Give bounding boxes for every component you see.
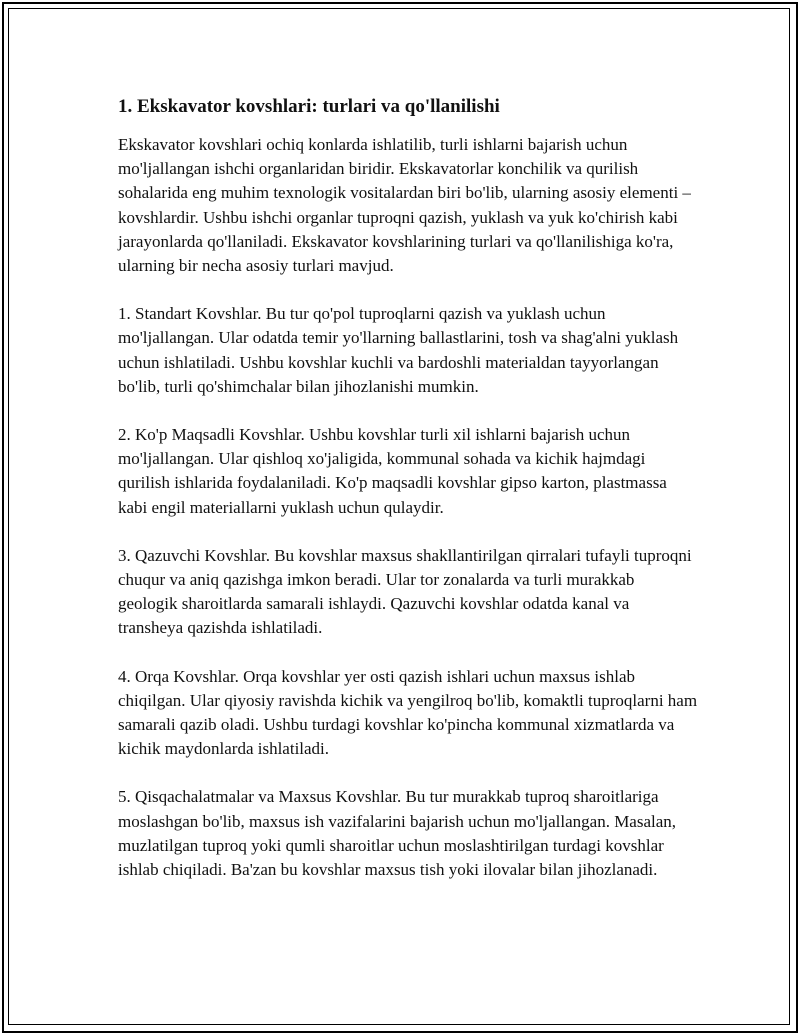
document-title: 1. Ekskavator kovshlari: turlari va qo'llanilishi (118, 96, 500, 117)
paragraph-digging-buckets: 3. Qazuvchi Kovshlar. Bu kovshlar maxsus shakllantirilgan qirralari tufayli tuproqni chuqur va aniq qazishga imkon beradi. Ular tor zonalarda va turli murakkab geologik sharoitlarda samarali ishlaydi. Qazuvchi kovshlar odatda kanal va transheya qazishda ishlatiladi. (118, 545, 692, 638)
paragraph-backhoe-buckets: 4. Orqa Kovshlar. Orqa kovshlar yer osti qazish ishlari uchun maxsus ishlab chiqilgan. Ular qiyosiy ravishda kichik va yengilroq bo'lib, komaktli tuproqlarni ham samarali qazib oladi. Ushbu turdagi kovshlar ko'pincha kommunal xizmatlarda va kichik maydonlarda ishlatiladi. (118, 666, 698, 759)
paragraph-standard-buckets: 1. Standart Kovshlar. Bu tur qo'pol tuproqlarni qazish va yuklash uchun mo'ljallangan. Ular odatda temir yo'llarning ballastlarini, tosh va shag'alni yuklash uchun ishlatiladi. Ushbu kovshlar kuchli va bardoshli materialdan tayyorlangan bo'lib, turli qo'shimchalar bilan jihozlanishi mumkin. (118, 304, 679, 396)
document-body (118, 93, 698, 906)
paragraph-special-buckets: 5. Qisqachalatmalar va Maxsus Kovshlar. Bu tur murakkab tuproq sharoitlariga moslashgan bo'lib, maxsus ish vazifalarini bajarish uchun mo'ljallangan. Masalan, muzlatilgan tuproq yoki qumli sharoitlar uchun moslashtirilgan turdagi kovshlar ishlab chiqiladi. Ba'zan bu kovshlar maxsus tish yoki ilovalar bilan jihozlanadi. (118, 787, 677, 880)
paragraph-multipurpose-buckets: 2. Ko'p Maqsadli Kovshlar. Ushbu kovshlar turli xil ishlarni bajarish uchun mo'ljallangan. Ular qishloq xo'jaligida, kommunal sohada va kichik hajmdagi qurilish ishlarida foydalaniladi. Ko'p maqsadli kovshlar gipso karton, plastmassa kabi engil materiallarni yuklash uchun qulaydir. (118, 425, 667, 517)
intro-paragraph: Ekskavator kovshlari ochiq konlarda ishlatilib, turli ishlarni bajarish uchun mo'ljallangan ishchi organlaridan biridir. Ekskavatorlar konchilik va qurilish sohalarida eng muhim texnologik vositalardan biri bo'lib, ularning asosiy elementi – kovshlardir. Ushbu ishchi organlar tuproqni qazish, yuklash va yuk ko'chirish kabi jarayonlarda qo'llaniladi. Ekskavator kovshlarining turlari va qo'llanilishiga ko'ra, ularning bir necha asosiy turlari mavjud. (118, 135, 691, 276)
